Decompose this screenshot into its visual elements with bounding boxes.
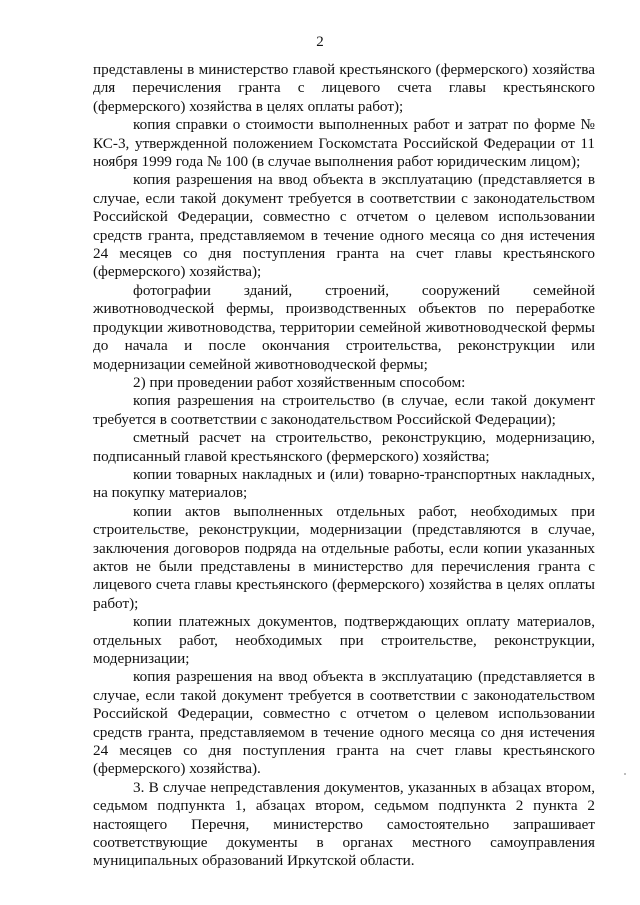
paragraph-6: копия разрешения на строительство (в случае, если такой документ требуется в соответствии с законодательством Российской Федерации);: [93, 392, 595, 428]
paragraph-1: представлены в министерство главой крестьянского (фермерского) хозяйства для перечисления гранта с лицевого счета главы крестьянского (фермерского) хозяйства в целях оплаты работ);: [93, 61, 595, 115]
paragraph-10: копии платежных документов, подтверждающих оплату материалов, отдельных работ, необходимых при строительстве, реконструкции, модернизации;: [93, 613, 595, 667]
paragraph-9: копии актов выполненных отдельных работ, необходимых при строительстве, реконструкции, модернизации (представляются в случае, заключения договоров подряда на отдельные работы, если копии указанных актов не были представлены в министерство для перечисления гранта с лицевого счета главы крестьянского (фермерского) хозяйства в целях оплаты работ);: [93, 502, 595, 612]
scan-speck: [624, 773, 626, 775]
paragraph-7: сметный расчет на строительство, реконструкцию, модернизацию, подписанный главой крестьянского (фермерского) хозяйства;: [93, 429, 595, 465]
document-body: [93, 61, 595, 871]
paragraph-12: 3. В случае непредставления документов, указанных в абзацах втором, седьмом подпункта 1, абзацах втором, седьмом подпункта 2 пункта 2 настоящего Перечня, министерство самостоятельно запрашивает соответствующие документы в органах местного самоуправления муниципальных образований Иркутской области.: [93, 778, 595, 870]
paragraph-5: 2) при проведении работ хозяйственным способом:: [133, 373, 466, 391]
page-number: 2: [316, 34, 324, 50]
paragraph-3: копия разрешения на ввод объекта в эксплуатацию (представляется в случае, если такой документ требуется в соответствии с законодательством Российской Федерации, совместно с отчетом о целевом использовании средств гранта, представляемом в течение одного месяца со дня истечения 24 месяцев со дня поступления гранта на счет главы крестьянского (фермерского) хозяйства);: [93, 171, 595, 281]
paragraph-11: копия разрешения на ввод объекта в эксплуатацию (представляется в случае, если такой документ требуется в соответствии с законодательством Российской Федерации, совместно с отчетом о целевом использовании средств гранта, представляемом в течение одного месяца со дня истечения 24 месяцев со дня поступления гранта на счет главы крестьянского (фермерского) хозяйства).: [93, 668, 595, 778]
paragraph-4: фотографии зданий, строений, сооружений семейной животноводческой фермы, производственных объектов по переработке продукции животноводства, территории семейной животноводческой фермы до начала и после окончания строительства, реконструкции или модернизации семейной животноводческой фермы;: [93, 281, 595, 373]
paragraph-8: копии товарных накладных и (или) товарно-транспортных накладных, на покупку материалов;: [93, 465, 595, 502]
paragraph-2: копия справки о стоимости выполненных работ и затрат по форме № КС-3, утвержденной положением Госкомстата Российской Федерации от 11 ноября 1999 года № 100 (в случае выполнения работ юридическим лицом);: [93, 116, 595, 171]
